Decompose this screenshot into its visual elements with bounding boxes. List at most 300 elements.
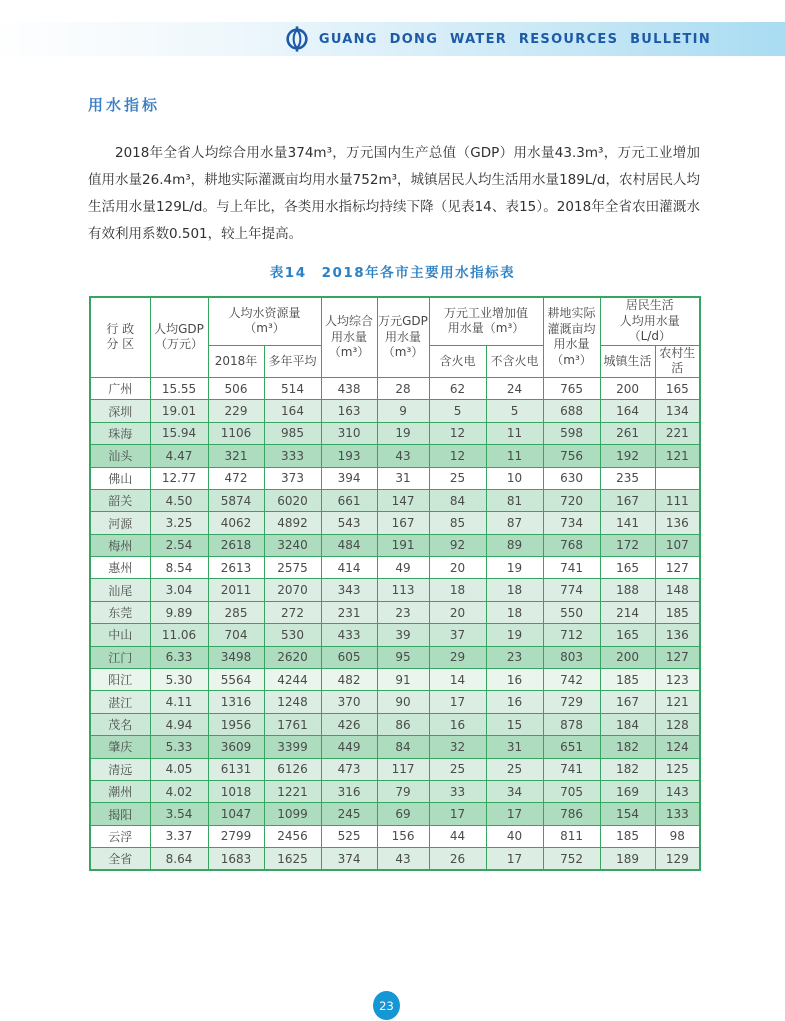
value-cell: 17 (486, 803, 543, 825)
value-cell: 449 (321, 736, 377, 758)
value-cell: 514 (264, 377, 321, 399)
value-cell: 4.05 (150, 758, 208, 780)
value-cell: 167 (600, 489, 655, 511)
table-row (90, 736, 700, 758)
value-cell: 433 (321, 624, 377, 646)
value-cell: 127 (655, 646, 700, 668)
value-cell: 136 (655, 624, 700, 646)
value-cell: 16 (486, 691, 543, 713)
value-cell: 343 (321, 579, 377, 601)
bulletin-english-title: GUANG DONG WATER RESOURCES BULLETIN (318, 31, 711, 47)
value-cell: 113 (377, 579, 429, 601)
column-header (600, 297, 700, 345)
region-cell: 河源 (90, 512, 150, 534)
column-subheader: 含火电 (429, 345, 486, 377)
value-cell: 543 (321, 512, 377, 534)
table-row (90, 781, 700, 803)
region-cell: 广州 (90, 377, 150, 399)
value-cell: 5.33 (150, 736, 208, 758)
table-row (90, 758, 700, 780)
value-cell: 2070 (264, 579, 321, 601)
value-cell: 43 (377, 445, 429, 467)
value-cell: 756 (543, 445, 600, 467)
value-cell: 741 (543, 557, 600, 579)
table-row (90, 467, 700, 489)
value-cell: 37 (429, 624, 486, 646)
value-cell: 245 (321, 803, 377, 825)
value-cell: 3.25 (150, 512, 208, 534)
column-header-line: 用水量（m³） (447, 321, 525, 336)
value-cell: 394 (321, 467, 377, 489)
value-cell: 9 (377, 400, 429, 422)
value-cell: 3.04 (150, 579, 208, 601)
value-cell: 310 (321, 422, 377, 444)
column-header (208, 297, 321, 345)
value-cell: 598 (543, 422, 600, 444)
value-cell: 18 (429, 579, 486, 601)
value-cell: 6.33 (150, 646, 208, 668)
value-cell: 44 (429, 825, 486, 847)
value-cell: 117 (377, 758, 429, 780)
value-cell: 741 (543, 758, 600, 780)
value-cell: 147 (377, 489, 429, 511)
value-cell: 92 (429, 534, 486, 556)
table-row (90, 422, 700, 444)
region-cell: 珠海 (90, 422, 150, 444)
value-cell: 84 (377, 736, 429, 758)
value-cell: 426 (321, 713, 377, 735)
value-cell: 19 (486, 624, 543, 646)
column-header-line: 用水量 (385, 329, 422, 344)
value-cell: 316 (321, 781, 377, 803)
value-cell: 167 (600, 691, 655, 713)
value-cell: 49 (377, 557, 429, 579)
value-cell: 729 (543, 691, 600, 713)
value-cell: 3240 (264, 534, 321, 556)
value-cell: 472 (208, 467, 264, 489)
value-cell: 5564 (208, 669, 264, 691)
region-cell: 揭阳 (90, 803, 150, 825)
value-cell: 272 (264, 601, 321, 623)
column-subheader: 多年平均 (264, 345, 321, 377)
value-cell: 18 (486, 601, 543, 623)
value-cell: 25 (486, 758, 543, 780)
value-cell: 11.06 (150, 624, 208, 646)
value-cell: 768 (543, 534, 600, 556)
column-header-line: 万元GDP (378, 314, 428, 329)
value-cell: 19.01 (150, 400, 208, 422)
section-heading: 用水指标 (88, 96, 161, 114)
value-cell: 90 (377, 691, 429, 713)
region-cell: 东莞 (90, 601, 150, 623)
value-cell: 15.94 (150, 422, 208, 444)
value-cell: 688 (543, 400, 600, 422)
value-cell: 414 (321, 557, 377, 579)
value-cell: 661 (321, 489, 377, 511)
table-row (90, 624, 700, 646)
value-cell: 31 (377, 467, 429, 489)
value-cell: 16 (429, 713, 486, 735)
column-header-line: 人均用水量 (619, 313, 680, 328)
value-cell: 154 (600, 803, 655, 825)
column-header-line: 用水量 (331, 329, 368, 344)
value-cell: 20 (429, 557, 486, 579)
value-cell: 111 (655, 489, 700, 511)
value-cell: 3.37 (150, 825, 208, 847)
value-cell: 438 (321, 377, 377, 399)
value-cell: 11 (486, 445, 543, 467)
value-cell: 373 (264, 467, 321, 489)
column-subheader: 城镇生活 (600, 345, 655, 377)
value-cell: 143 (655, 781, 700, 803)
region-cell: 汕头 (90, 445, 150, 467)
value-cell: 23 (377, 601, 429, 623)
region-cell: 湛江 (90, 691, 150, 713)
table-row (90, 512, 700, 534)
table-row (90, 400, 700, 422)
value-cell: 15.55 (150, 377, 208, 399)
value-cell: 5 (429, 400, 486, 422)
value-cell: 98 (655, 825, 700, 847)
value-cell: 5 (486, 400, 543, 422)
column-header-line: 灌溉亩均 (547, 321, 596, 336)
column-subheader: 2018年 (208, 345, 264, 377)
value-cell: 32 (429, 736, 486, 758)
value-cell: 231 (321, 601, 377, 623)
value-cell: 1316 (208, 691, 264, 713)
value-cell: 91 (377, 669, 429, 691)
value-cell: 550 (543, 601, 600, 623)
column-header-line: 人均水资源量 (228, 305, 301, 320)
column-header-line: （m³） (382, 345, 424, 360)
water-indicators-table (89, 296, 701, 871)
value-cell: 79 (377, 781, 429, 803)
column-header-line: （m³） (244, 321, 285, 336)
value-cell: 188 (600, 579, 655, 601)
value-cell: 23 (486, 646, 543, 668)
value-cell: 124 (655, 736, 700, 758)
value-cell: 2618 (208, 534, 264, 556)
table-row (90, 445, 700, 467)
value-cell: 172 (600, 534, 655, 556)
table-row (90, 534, 700, 556)
value-cell: 6131 (208, 758, 264, 780)
column-header-line: 用水量 (553, 337, 590, 352)
page-number: 23 (379, 998, 394, 1013)
value-cell: 148 (655, 579, 700, 601)
value-cell: 200 (600, 646, 655, 668)
value-cell: 20 (429, 601, 486, 623)
value-cell: 9.89 (150, 601, 208, 623)
value-cell: 191 (377, 534, 429, 556)
value-cell: 5.30 (150, 669, 208, 691)
value-cell: 3.54 (150, 803, 208, 825)
value-cell: 374 (321, 848, 377, 870)
value-cell: 182 (600, 736, 655, 758)
value-cell: 651 (543, 736, 600, 758)
table-row (90, 669, 700, 691)
value-cell: 4.50 (150, 489, 208, 511)
table-row (90, 691, 700, 713)
column-subheader: 农村生活 (655, 345, 700, 377)
value-cell: 1018 (208, 781, 264, 803)
value-cell: 28 (377, 377, 429, 399)
region-cell: 深圳 (90, 400, 150, 422)
value-cell: 1248 (264, 691, 321, 713)
column-header (90, 297, 150, 377)
value-cell: 81 (486, 489, 543, 511)
value-cell: 3498 (208, 646, 264, 668)
value-cell: 193 (321, 445, 377, 467)
page-number-badge (373, 991, 400, 1020)
value-cell: 184 (600, 713, 655, 735)
value-cell: 473 (321, 758, 377, 780)
region-cell: 清远 (90, 758, 150, 780)
column-header-line: 万元工业增加值 (444, 305, 529, 320)
value-cell: 12.77 (150, 467, 208, 489)
value-cell: 165 (600, 557, 655, 579)
value-cell: 752 (543, 848, 600, 870)
column-header-line: 分 区 (106, 337, 135, 352)
column-header-line: 人均综合 (325, 314, 374, 329)
value-cell: 229 (208, 400, 264, 422)
value-cell: 2799 (208, 825, 264, 847)
value-cell: 1761 (264, 713, 321, 735)
region-cell: 惠州 (90, 557, 150, 579)
value-cell: 4244 (264, 669, 321, 691)
value-cell: 3609 (208, 736, 264, 758)
column-header-line: （m³） (328, 345, 370, 360)
value-cell: 17 (429, 803, 486, 825)
value-cell: 506 (208, 377, 264, 399)
value-cell: 24 (486, 377, 543, 399)
value-cell: 878 (543, 713, 600, 735)
value-cell: 1106 (208, 422, 264, 444)
value-cell: 321 (208, 445, 264, 467)
body-paragraph: 2018年全省人均综合用水量374m³，万元国内生产总值（GDP）用水量43.3m³，万元工业增加值用水量26.4m³，耕地实际灌溉亩均用水量752m³，城镇居民人均生活用水量189L/d，农村居民人均生活用水量129L/d。与上年比，各类用水指标均持续下降（见表14、表15）。2018年全省农田灌溉水有效利用系数0.501，较上年提高。 (88, 144, 700, 242)
value-cell: 26 (429, 848, 486, 870)
column-header (321, 297, 377, 377)
value-cell: 6020 (264, 489, 321, 511)
value-cell: 121 (655, 445, 700, 467)
value-cell: 164 (264, 400, 321, 422)
value-cell: 705 (543, 781, 600, 803)
region-cell: 韶关 (90, 489, 150, 511)
value-cell: 86 (377, 713, 429, 735)
value-cell: 6126 (264, 758, 321, 780)
value-cell: 125 (655, 758, 700, 780)
value-cell: 128 (655, 713, 700, 735)
value-cell: 129 (655, 848, 700, 870)
value-cell: 189 (600, 848, 655, 870)
value-cell: 164 (600, 400, 655, 422)
table-row (90, 803, 700, 825)
value-cell: 1099 (264, 803, 321, 825)
value-cell: 2620 (264, 646, 321, 668)
region-cell: 中山 (90, 624, 150, 646)
value-cell: 8.54 (150, 557, 208, 579)
value-cell: 31 (486, 736, 543, 758)
value-cell: 704 (208, 624, 264, 646)
value-cell: 3399 (264, 736, 321, 758)
value-cell: 107 (655, 534, 700, 556)
value-cell: 33 (429, 781, 486, 803)
table-header-row (90, 297, 700, 345)
value-cell: 39 (377, 624, 429, 646)
value-cell: 17 (429, 691, 486, 713)
value-cell: 1221 (264, 781, 321, 803)
value-cell: 482 (321, 669, 377, 691)
column-header-line: 人均GDP (154, 321, 204, 336)
value-cell: 1956 (208, 713, 264, 735)
value-cell: 734 (543, 512, 600, 534)
column-header (543, 297, 600, 377)
value-cell: 261 (600, 422, 655, 444)
region-cell: 潮州 (90, 781, 150, 803)
value-cell: 333 (264, 445, 321, 467)
table-row (90, 848, 700, 870)
value-cell: 185 (655, 601, 700, 623)
region-cell: 梅州 (90, 534, 150, 556)
table-row (90, 377, 700, 399)
value-cell: 370 (321, 691, 377, 713)
value-cell: 12 (429, 445, 486, 467)
table-row (90, 601, 700, 623)
value-cell: 221 (655, 422, 700, 444)
value-cell: 4892 (264, 512, 321, 534)
value-cell: 765 (543, 377, 600, 399)
region-cell: 全省 (90, 848, 150, 870)
value-cell: 774 (543, 579, 600, 601)
value-cell: 165 (655, 377, 700, 399)
column-header (150, 297, 208, 377)
column-header-line: （L/d） (628, 329, 671, 344)
value-cell: 19 (486, 557, 543, 579)
value-cell: 2613 (208, 557, 264, 579)
value-cell: 18 (486, 579, 543, 601)
value-cell: 133 (655, 803, 700, 825)
value-cell: 200 (600, 377, 655, 399)
value-cell: 4.47 (150, 445, 208, 467)
value-cell: 803 (543, 646, 600, 668)
region-cell: 阳江 (90, 669, 150, 691)
value-cell: 4.02 (150, 781, 208, 803)
value-cell: 25 (429, 758, 486, 780)
table-row (90, 579, 700, 601)
value-cell: 121 (655, 691, 700, 713)
value-cell: 185 (600, 825, 655, 847)
value-cell: 12 (429, 422, 486, 444)
column-subheader: 不含火电 (486, 345, 543, 377)
value-cell: 4.94 (150, 713, 208, 735)
value-cell: 2456 (264, 825, 321, 847)
column-header (377, 297, 429, 377)
value-cell: 630 (543, 467, 600, 489)
value-cell: 182 (600, 758, 655, 780)
value-cell: 169 (600, 781, 655, 803)
value-cell: 136 (655, 512, 700, 534)
value-cell: 214 (600, 601, 655, 623)
value-cell: 2575 (264, 557, 321, 579)
value-cell: 11 (486, 422, 543, 444)
value-cell: 40 (486, 825, 543, 847)
value-cell: 8.64 (150, 848, 208, 870)
table-row (90, 646, 700, 668)
value-cell: 1683 (208, 848, 264, 870)
region-cell: 云浮 (90, 825, 150, 847)
value-cell (655, 467, 700, 489)
header-band (0, 22, 785, 56)
value-cell: 985 (264, 422, 321, 444)
value-cell: 235 (600, 467, 655, 489)
value-cell: 34 (486, 781, 543, 803)
value-cell: 4.11 (150, 691, 208, 713)
value-cell: 123 (655, 669, 700, 691)
value-cell: 17 (486, 848, 543, 870)
value-cell: 811 (543, 825, 600, 847)
value-cell: 5874 (208, 489, 264, 511)
value-cell: 16 (486, 669, 543, 691)
value-cell: 712 (543, 624, 600, 646)
value-cell: 85 (429, 512, 486, 534)
region-cell: 茂名 (90, 713, 150, 735)
value-cell: 720 (543, 489, 600, 511)
table-row (90, 557, 700, 579)
table-row (90, 825, 700, 847)
value-cell: 285 (208, 601, 264, 623)
column-header-line: 行 政 (106, 321, 135, 336)
column-header-line: （m³） (551, 353, 592, 368)
column-header-line: 耕地实际 (547, 306, 596, 321)
value-cell: 14 (429, 669, 486, 691)
value-cell: 185 (600, 669, 655, 691)
value-cell: 10 (486, 467, 543, 489)
value-cell: 43 (377, 848, 429, 870)
value-cell: 2011 (208, 579, 264, 601)
table-body (90, 377, 700, 870)
value-cell: 15 (486, 713, 543, 735)
value-cell: 89 (486, 534, 543, 556)
table-row (90, 713, 700, 735)
value-cell: 1625 (264, 848, 321, 870)
value-cell: 4062 (208, 512, 264, 534)
value-cell: 192 (600, 445, 655, 467)
value-cell: 87 (486, 512, 543, 534)
value-cell: 742 (543, 669, 600, 691)
value-cell: 25 (429, 467, 486, 489)
value-cell: 141 (600, 512, 655, 534)
value-cell: 167 (377, 512, 429, 534)
value-cell: 29 (429, 646, 486, 668)
table-title: 表14 2018年各市主要用水指标表 (269, 265, 516, 281)
water-resources-emblem-icon (284, 26, 310, 52)
value-cell: 605 (321, 646, 377, 668)
region-cell: 汕尾 (90, 579, 150, 601)
column-header (429, 297, 543, 345)
value-cell: 84 (429, 489, 486, 511)
value-cell: 163 (321, 400, 377, 422)
value-cell: 165 (600, 624, 655, 646)
table-head (90, 297, 700, 377)
value-cell: 530 (264, 624, 321, 646)
value-cell: 62 (429, 377, 486, 399)
value-cell: 95 (377, 646, 429, 668)
value-cell: 134 (655, 400, 700, 422)
value-cell: 19 (377, 422, 429, 444)
value-cell: 1047 (208, 803, 264, 825)
value-cell: 127 (655, 557, 700, 579)
table-row (90, 489, 700, 511)
